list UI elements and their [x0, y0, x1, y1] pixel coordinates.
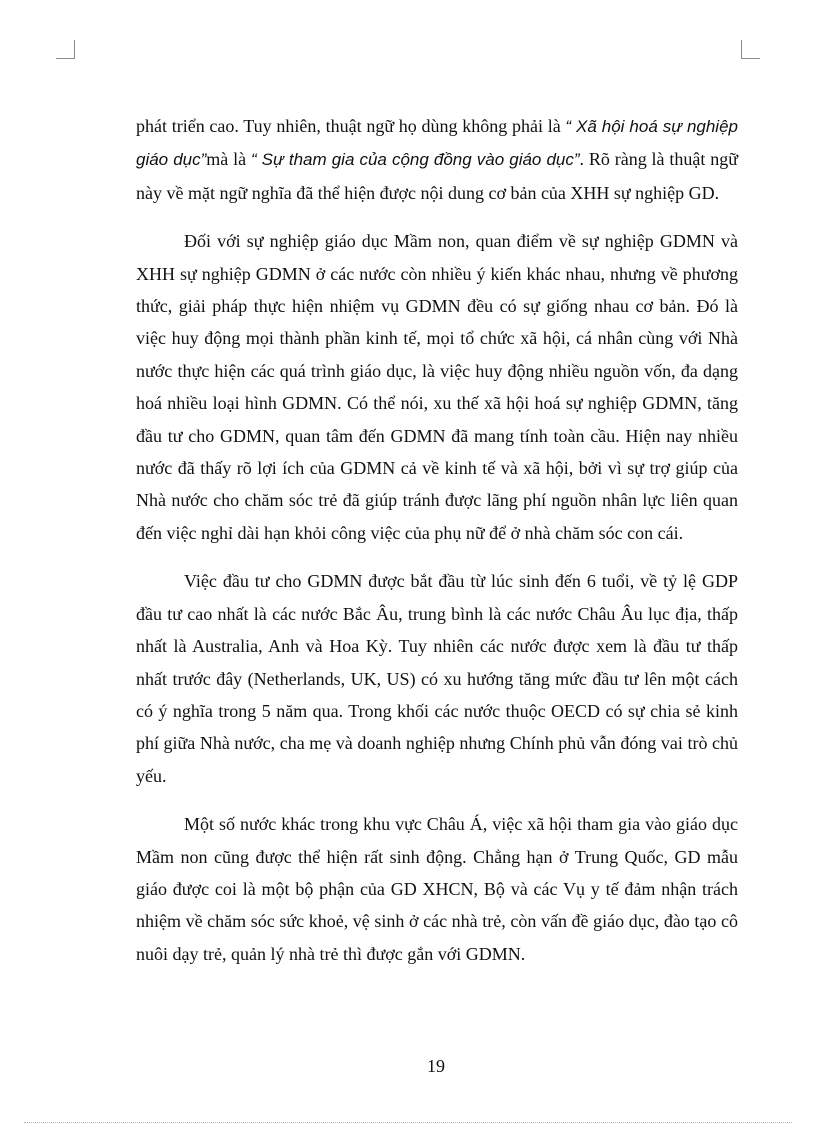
paragraph-1-text-b: mà là: [206, 149, 251, 170]
paragraph-preschool-views: Đối với sự nghiệp giáo dục Mầm non, quan điểm về sự nghiệp GDMN và XHH sự nghiệp GDMN ở các nước còn nhiều ý kiến khác nhau, nhưng về phương thức, giải pháp thực hiện nhiệm vụ GDMN đều có sự giống nhau cơ bản. Đó là việc huy động mọi thành phần kinh tế, mọi tổ chức xã hội, cá nhân cùng với Nhà nước thực hiện các quá trình giáo dục, là việc huy động nhiều nguồn vốn, đa dạng hoá nhiều loại hình GDMN. Có thể nói, xu thế xã hội hoá sự nghiệp GDMN, tăng đầu tư cho GDMN, quan tâm đến GDMN đã mang tính toàn cầu. Hiện nay nhiều nước đã thấy rõ lợi ích của GDMN cả về kinh tế và xã hội, bởi vì sự trợ giúp của Nhà nước cho chăm sóc trẻ đã giúp tránh được lãng phí nguồn nhân lực liên quan đến việc nghỉ dài hạn khỏi công việc của phụ nữ để ở nhà chăm sóc con cái.: [136, 231, 738, 543]
paragraph-1-text-c: . Rõ ràng là thuật ngữ này về mặt ngữ nghĩa đã thể hiện được nội dung cơ bản của XHH sự nghiệp GD.: [136, 149, 738, 203]
paragraph-1-text-a: phát triển cao. Tuy nhiên, thuật ngữ họ dùng không phải là: [136, 116, 566, 136]
page-corner-mark-top-right: [741, 40, 760, 59]
quoted-term-socialization: “ Xã hội hoá sự nghiệp giáo dục”: [136, 117, 738, 170]
page-corner-mark-top-left: [56, 40, 75, 59]
document-body: [136, 110, 738, 986]
paragraph-asia: Một số nước khác trong khu vực Châu Á, việc xã hội tham gia vào giáo dục Mầm non cũng được thể hiện rất sinh động. Chẳng hạn ở Trung Quốc, GD mẫu giáo được coi là một bộ phận của GD XHCN, Bộ và các Vụ y tế đảm nhận trách nhiệm về chăm sóc sức khoẻ, vệ sinh ở các nhà trẻ, còn vấn đề giáo dục, đào tạo cô nuôi dạy trẻ, quản lý nhà trẻ thì được gắn với GDMN.: [136, 814, 738, 964]
page-number: 19: [427, 1056, 445, 1076]
paragraph-continuation: [136, 110, 738, 209]
quoted-term-community-participation: “ Sự tham gia của cộng đồng vào giáo dục”: [250, 150, 580, 170]
paragraph-investment: Việc đầu tư cho GDMN được bắt đầu từ lúc sinh đến 6 tuổi, về tỷ lệ GDP đầu tư cao nhất là các nước Bắc Âu, trung bình là các nước Châu Âu lục địa, thấp nhất là Australia, Anh và Hoa Kỳ. Tuy nhiên các nước được xem là đầu tư thấp nhất trước đây (Netherlands, UK, US) có xu hướng tăng mức đầu tư lên một cách có ý nghĩa trong 5 năm qua. Trong khối các nước thuộc OECD có sự chia sẻ kinh phí giữa Nhà nước, cha mẹ và doanh nghiệp nhưng Chính phủ vẫn đóng vai trò chủ yếu.: [136, 571, 738, 786]
